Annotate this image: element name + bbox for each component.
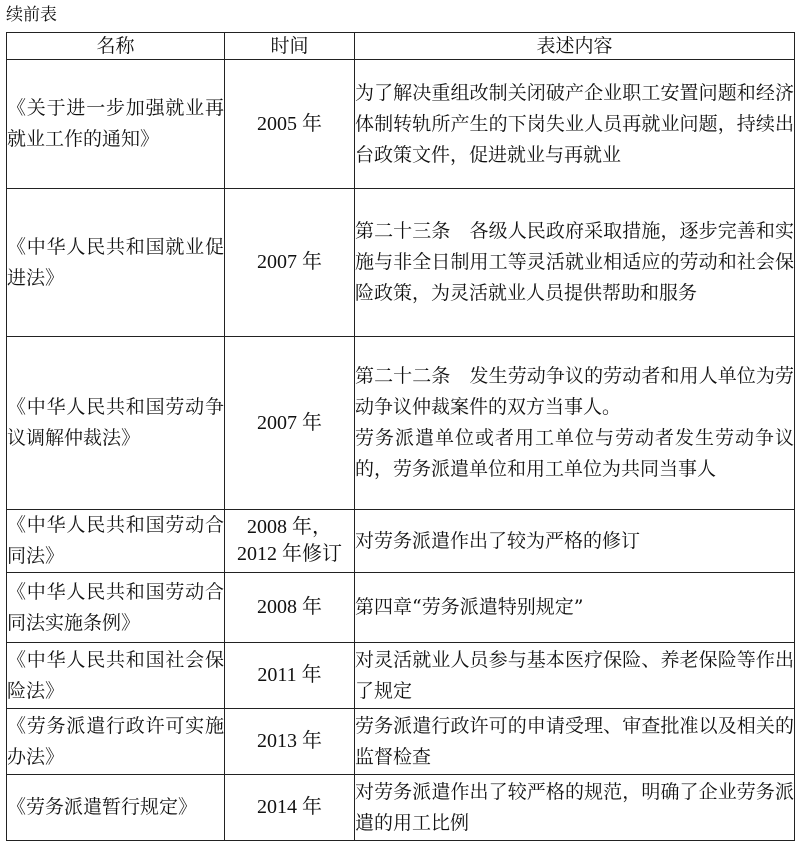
row-description	[355, 337, 795, 510]
row-time-line: 2005 年	[257, 112, 322, 135]
table-row	[7, 709, 795, 775]
table-row	[7, 510, 795, 573]
row-description	[355, 775, 795, 841]
row-description	[355, 510, 795, 573]
row-description	[355, 60, 795, 189]
row-time-line: 2014 年	[257, 796, 322, 818]
row-description	[355, 709, 795, 775]
row-description	[355, 573, 795, 643]
row-description-paragraph: 第二十二条 发生劳动争议的劳动者和用人单位为劳动争议仲裁案件的双方当事人。	[355, 365, 794, 418]
header-row	[7, 33, 795, 60]
table-header	[7, 33, 795, 60]
table-continuation-caption: 续前表	[6, 5, 57, 25]
row-name: 《劳务派遣暂行规定》	[7, 775, 225, 841]
row-time	[225, 643, 355, 709]
row-description-paragraph: 对灵活就业人员参与基本医疗保险、养老保险等作出了规定	[355, 648, 794, 702]
row-description-paragraph: 为了解决重组改制关闭破产企业职工安置问题和经济体制转轨所产生的下岗失业人员再就业问题，持续出台政策文件，促进就业与再就业	[355, 81, 794, 166]
row-name: 《关于进一步加强就业再就业工作的通知》	[7, 60, 225, 189]
row-description	[355, 189, 795, 337]
row-description-paragraph: 对劳务派遣作出了较为严格的修订	[355, 529, 641, 552]
row-description-paragraph: 第四章“劳务派遣特别规定”	[355, 596, 584, 618]
table-row	[7, 643, 795, 709]
row-time	[225, 510, 355, 573]
table-row	[7, 337, 795, 510]
header-name: 名称	[7, 33, 225, 60]
row-name: 《中华人民共和国就业促进法》	[7, 189, 225, 337]
row-name: 《中华人民共和国社会保险法》	[7, 643, 225, 709]
row-time-line: 2011 年	[257, 664, 322, 686]
row-time-line: 2007 年	[257, 411, 322, 434]
row-name: 《中华人民共和国劳动争议调解仲裁法》	[7, 337, 225, 510]
row-time-line: 2008 年	[257, 596, 322, 618]
row-name: 《中华人民共和国劳动合同法实施条例》	[7, 573, 225, 643]
table-row	[7, 189, 795, 337]
header-time: 时间	[225, 33, 355, 60]
row-time-line: 2013 年	[257, 730, 322, 752]
table-row	[7, 60, 795, 189]
row-time-line: 2012 年修订	[237, 543, 342, 565]
row-description	[355, 643, 795, 709]
row-description-paragraph: 劳务派遣单位或者用工单位与劳动者发生劳动争议的，劳务派遣单位和用工单位为共同当事人	[355, 427, 794, 480]
row-time	[225, 189, 355, 337]
row-time-line: 2008 年，	[247, 516, 332, 538]
row-name: 《劳务派遣行政许可实施办法》	[7, 709, 225, 775]
row-time	[225, 709, 355, 775]
table-row	[7, 573, 795, 643]
header-description: 表述内容	[355, 33, 795, 60]
table-body	[7, 60, 795, 841]
policy-table	[6, 32, 795, 841]
row-time-line: 2007 年	[257, 251, 322, 273]
row-time	[225, 60, 355, 189]
row-time	[225, 573, 355, 643]
row-name: 《中华人民共和国劳动合同法》	[7, 510, 225, 573]
row-description-paragraph: 第二十三条 各级人民政府采取措施，逐步完善和实施与非全日制用工等灵活就业相适应的劳动和社会保险政策，为灵活就业人员提供帮助和服务	[355, 220, 794, 304]
row-description-paragraph: 对劳务派遣作出了较严格的规范，明确了企业劳务派遣的用工比例	[355, 780, 794, 834]
row-time	[225, 775, 355, 841]
row-description-paragraph: 劳务派遣行政许可的申请受理、审查批准以及相关的监督检查	[355, 714, 794, 768]
table-row	[7, 775, 795, 841]
row-time	[225, 337, 355, 510]
